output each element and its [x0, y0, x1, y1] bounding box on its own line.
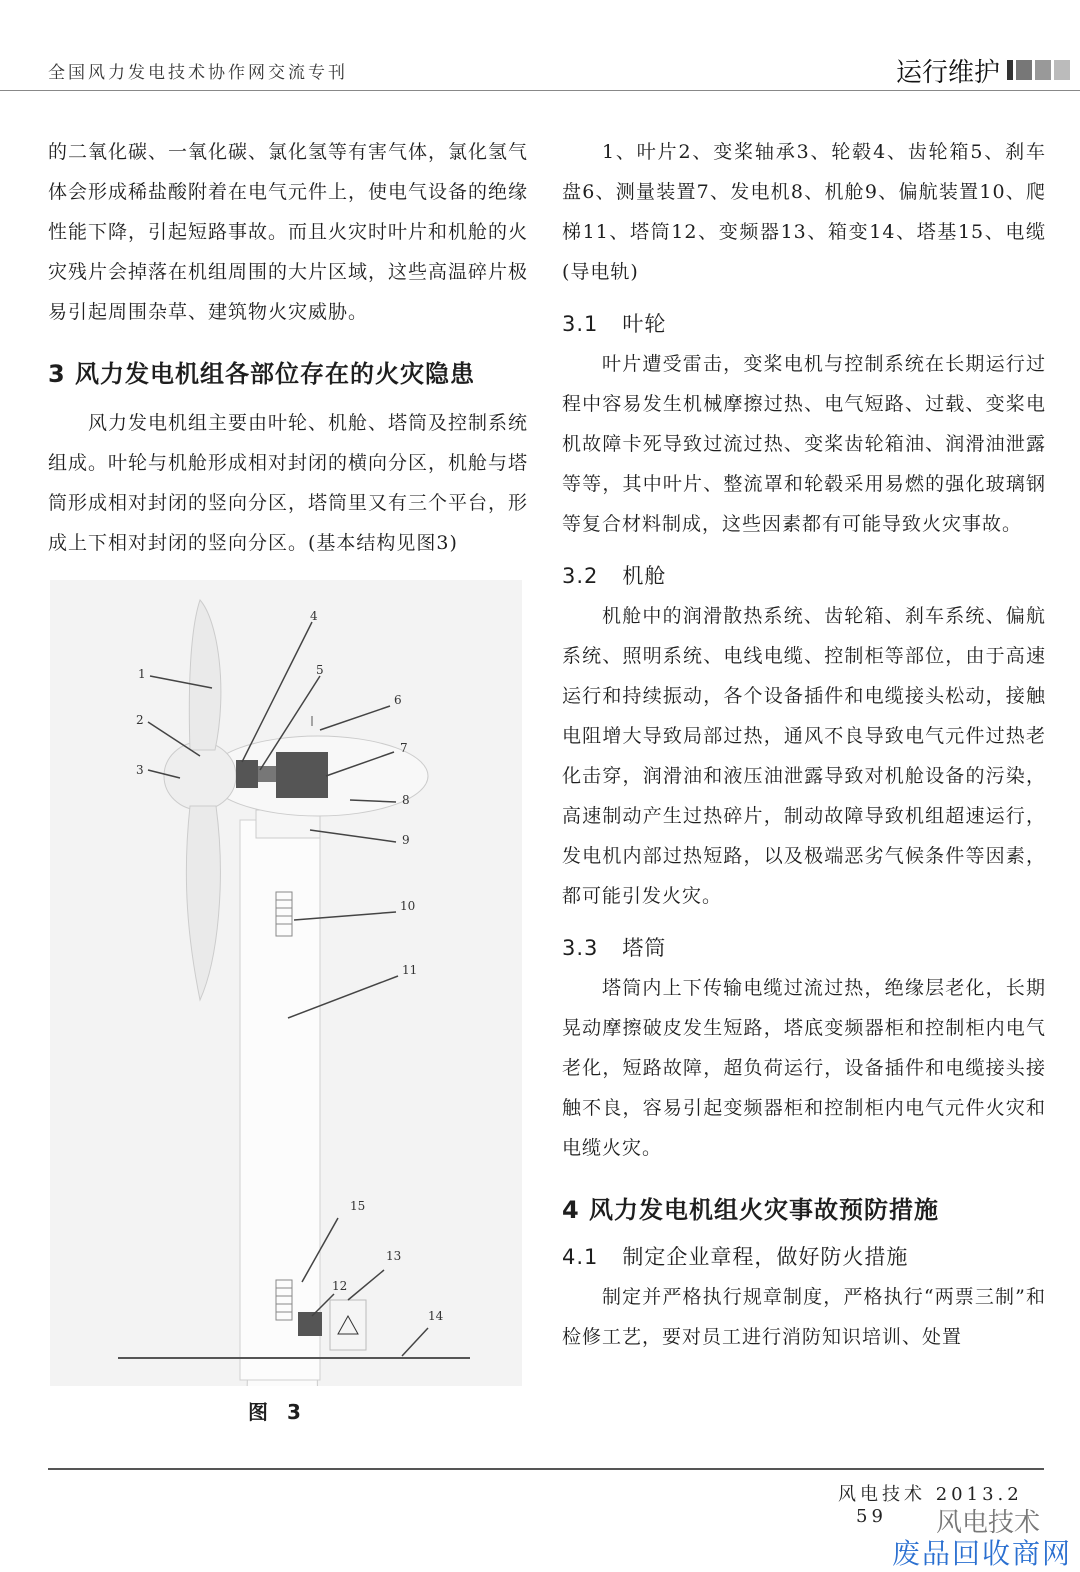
fig-label-9: 9 [402, 833, 410, 847]
section-3-heading: 3 风力发电机组各部位存在的火灾隐患 [48, 360, 476, 388]
footer-issue: 2013.2 [935, 1484, 1023, 1505]
converter-shape [298, 1312, 322, 1336]
subsection-4-1-heading [562, 1241, 1046, 1271]
header-rule [0, 90, 1080, 91]
left-column [48, 132, 528, 563]
subsection-3-2-paragraph: 机舱中的润滑散热系统、齿轮箱、刹车系统、偏航系统、照明系统、电线电缆、控制柜等部位，由于高速运行和持续振动，各个设备插件和电缆接头松动，接触电阻增大导致局部过热，通风不良导致电气元件过热老化击穿，润滑油和液压油泄露导致对机舱设备的污染，高速制动产生过热碎片，制动故障导致机组超速运行，发电机内部过热短路，以及极端恶劣气候条件等因素，都可能引发火灾。 [562, 605, 1046, 907]
fig-label-8: 8 [402, 793, 410, 807]
fig-label-10: 10 [400, 899, 416, 913]
fig-label-5: 5 [316, 663, 324, 677]
fig-label-1: 1 [138, 667, 146, 681]
subsection-4-1-paragraph: 制定并严格执行规章制度，严格执行“两票三制”和检修工艺，要对员工进行消防知识培训、处置 [562, 1286, 1046, 1348]
figure-legend: 1、叶片2、变桨轴承3、轮毂4、齿轮箱5、刹车盘6、测量装置7、发电机8、机舱9、偏航装置10、爬梯11、塔筒12、变频器13、箱变14、塔基15、电缆(导电轨) [562, 141, 1046, 283]
fig-label-3: 3 [136, 763, 144, 777]
right-column [562, 132, 1046, 1357]
subsection-3-1-heading [562, 308, 1046, 338]
fig-label-2: 2 [136, 713, 144, 727]
generator-shape [276, 752, 328, 798]
subsection-number: 4.1 [562, 1245, 599, 1269]
subsection-number: 3.3 [562, 936, 599, 960]
blade-upper [189, 600, 221, 750]
footer-rule [48, 1468, 1044, 1470]
section-3-paragraph: 风力发电机组主要由叶轮、机舱、塔筒及控制系统组成。叶轮与机舱形成相对封闭的横向分区，机舱与塔筒形成相对封闭的竖向分区，塔筒里又有三个平台，形成上下相对封闭的竖向分区。(基本结构见图3) [48, 412, 529, 554]
journal-name: 全国风力发电技术协作网交流专刊 [48, 63, 348, 83]
fig-label-12: 12 [332, 1279, 348, 1293]
figure-caption: 图 3 [248, 1400, 307, 1424]
fig-label-6: 6 [394, 693, 402, 707]
page-number: 59 [856, 1506, 887, 1527]
fig-label-15: 15 [350, 1199, 366, 1213]
turbine-figure [50, 580, 522, 1386]
subsection-title: 制定企业章程，做好防火措施 [622, 1245, 909, 1269]
fig-label-14: 14 [428, 1309, 444, 1323]
subsection-number: 3.2 [562, 564, 599, 588]
transformer-shape [330, 1300, 366, 1350]
subsection-title: 叶轮 [622, 312, 667, 336]
header-decoration [1004, 60, 1070, 84]
subsection-title: 塔筒 [622, 936, 667, 960]
section-title: 运行维护 [895, 58, 1000, 88]
gearbox-shape [236, 760, 258, 788]
subsection-number: 3.1 [562, 312, 599, 336]
turbine-diagram [50, 580, 522, 1386]
watermark-wechat: 风电技术 [935, 1508, 1040, 1538]
fig-label-13: 13 [386, 1249, 402, 1263]
subsection-3-3-paragraph: 塔筒内上下传输电缆过流过热，绝缘层老化，长期晃动摩擦破皮发生短路，塔底变频器柜和控制柜内电气老化，短路故障，超负荷运行，设备插件和电缆接头接触不良，容易引起变频器柜和控制柜内电气元件火灾和电缆火灾。 [562, 977, 1046, 1159]
intro-paragraph: 的二氧化碳、一氧化碳、氯化氢等有害气体，氯化氢气体会形成稀盐酸附着在电气元件上，使电气设备的绝缘性能下降，引起短路事故。而且火灾时叶片和机舱的火灾残片会掉落在机组周围的大片区域，这些高温碎片极易引起周围杂草、建筑物火灾威胁。 [48, 141, 529, 323]
section-4-heading: 4 风力发电机组火灾事故预防措施 [562, 1196, 940, 1224]
subsection-title: 机舱 [622, 564, 667, 588]
blade-lower [186, 806, 220, 1000]
fig-label-11: 11 [402, 963, 418, 977]
fig-label-4: 4 [310, 609, 318, 623]
subsection-3-1-paragraph: 叶片遭受雷击，变桨电机与控制系统在长期运行过程中容易发生机械摩擦过热、电气短路、过载、变桨电机故障卡死导致过流过热、变桨齿轮箱油、润滑油泄露等等，其中叶片、整流罩和轮毂采用易燃的强化玻璃钢等复合材料制成，这些因素都有可能导致火灾事故。 [562, 353, 1046, 535]
fig-label-7: 7 [400, 741, 408, 755]
footer-journal: 风电技术 [838, 1484, 926, 1505]
subsection-3-2-heading [562, 560, 1046, 590]
subsection-3-3-heading [562, 932, 1046, 962]
watermark-site: 废品回收商网 [891, 1537, 1072, 1570]
